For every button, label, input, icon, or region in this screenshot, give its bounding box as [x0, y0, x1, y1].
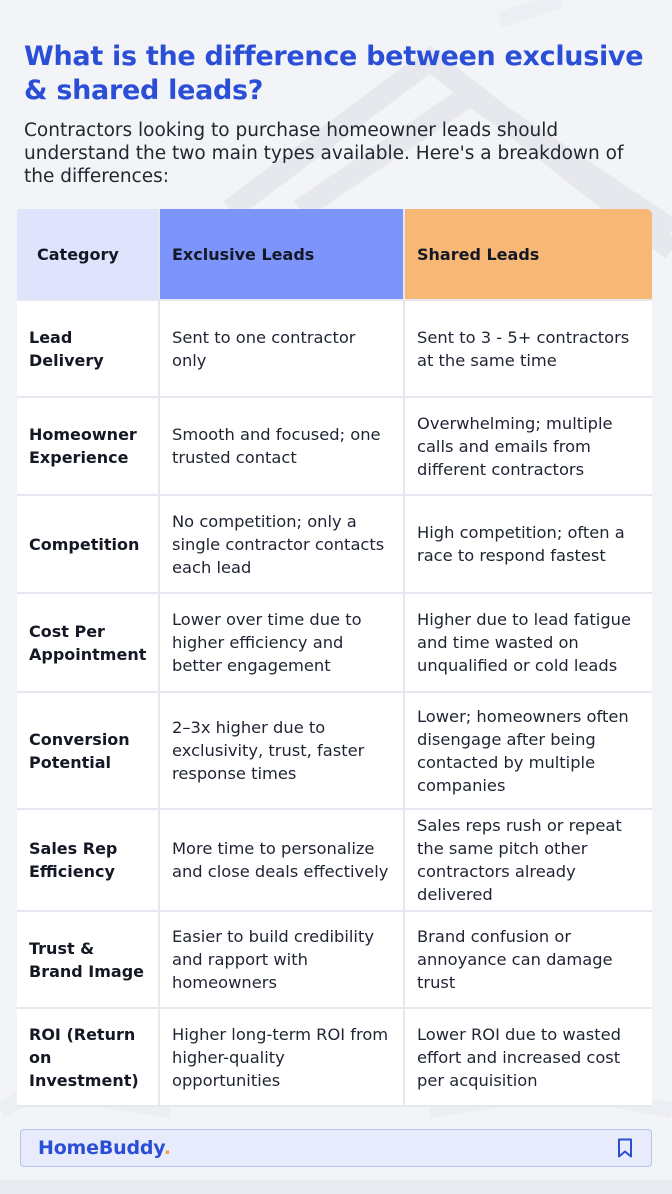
row-category: Trust & Brand Image	[17, 912, 160, 1009]
comparison-table	[17, 209, 652, 1107]
row-exclusive: Lower over time due to higher efficiency and better engagement	[160, 594, 405, 693]
header-shared-leads: Shared Leads	[405, 209, 652, 301]
intro-text: Contractors looking to purchase homeowner leads should understand the two main types available. Here's a breakdown of the differences:	[24, 120, 624, 187]
row-shared: Lower; homeowners often disengage after being contacted by multiple companies	[405, 693, 652, 810]
row-category: Lead Delivery	[17, 301, 160, 398]
row-shared: Sales reps rush or repeat the same pitch other contractors already delivered	[405, 810, 652, 912]
row-category: Competition	[17, 496, 160, 594]
row-shared: High competition; often a race to respond fastest	[405, 496, 652, 594]
row-shared: Brand confusion or annoyance can damage trust	[405, 912, 652, 1009]
bookmark-icon[interactable]	[617, 1138, 633, 1158]
page-title: What is the difference between exclusive & shared leads?	[24, 41, 644, 106]
row-shared: Higher due to lead fatigue and time wasted on unqualified or cold leads	[405, 594, 652, 693]
row-exclusive: Smooth and focused; one trusted contact	[160, 398, 405, 496]
row-shared: Lower ROI due to wasted effort and increased cost per acquisition	[405, 1009, 652, 1107]
row-exclusive: 2–3x higher due to exclusivity, trust, faster response times	[160, 693, 405, 810]
row-category: ROI (Return on Investment)	[17, 1009, 160, 1107]
row-category: Cost Per Appointment	[17, 594, 160, 693]
row-category: Homeowner Experience	[17, 398, 160, 496]
brand-dot: .	[163, 1137, 171, 1159]
row-exclusive: Higher long-term ROI from higher-quality opportunities	[160, 1009, 405, 1107]
brand-name: HomeBuddy	[38, 1137, 164, 1159]
footer-bar	[20, 1129, 652, 1167]
header-category: Category	[17, 209, 160, 301]
row-exclusive: Sent to one contractor only	[160, 301, 405, 398]
row-shared: Sent to 3 - 5+ contractors at the same time	[405, 301, 652, 398]
row-category: Conversion Potential	[17, 693, 160, 810]
row-shared: Overwhelming; multiple calls and emails from different contractors	[405, 398, 652, 496]
brand-logo[interactable]	[38, 1137, 171, 1159]
header-exclusive-leads: Exclusive Leads	[160, 209, 405, 301]
row-category: Sales Rep Efficiency	[17, 810, 160, 912]
row-exclusive: Easier to build credibility and rapport with homeowners	[160, 912, 405, 1009]
row-exclusive: More time to personalize and close deals effectively	[160, 810, 405, 912]
row-exclusive: No competition; only a single contractor contacts each lead	[160, 496, 405, 594]
